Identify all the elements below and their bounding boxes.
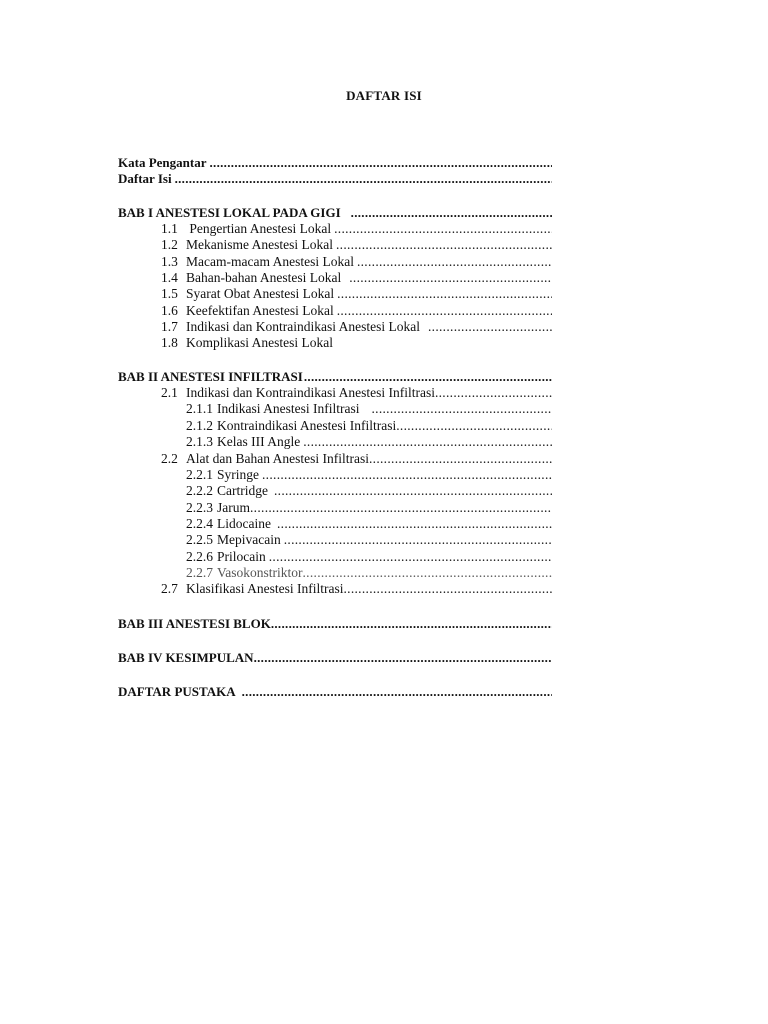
toc-entry-2-1-3[interactable] bbox=[118, 434, 552, 450]
toc-entry-label: Indikasi dan Kontraindikasi Anestesi Lokal bbox=[186, 319, 420, 335]
toc-entry-1-8[interactable] bbox=[118, 335, 552, 351]
toc-entry-label: Pengertian Anestesi Lokal bbox=[186, 221, 332, 237]
table-of-contents bbox=[118, 155, 552, 701]
toc-entry-label: Indikasi Anestesi Infiltrasi bbox=[217, 401, 360, 417]
dot-leader bbox=[284, 532, 552, 548]
toc-entry-number: 2.2.4 bbox=[186, 515, 213, 531]
dot-leader bbox=[242, 684, 552, 700]
dot-leader bbox=[435, 385, 552, 401]
dot-leader bbox=[250, 500, 552, 516]
toc-entry-label: Syarat Obat Anestesi Lokal bbox=[186, 286, 335, 302]
toc-entry-label: Komplikasi Anestesi Lokal bbox=[186, 335, 333, 351]
toc-entry-2-2-4[interactable] bbox=[118, 516, 552, 532]
toc-entry-2-2-1[interactable] bbox=[118, 467, 552, 483]
spacer bbox=[118, 632, 552, 650]
toc-chapter-label: BAB II ANESTESI INFILTRASI bbox=[118, 368, 303, 384]
toc-entry-label: Mekanisme Anestesi Lokal bbox=[186, 237, 333, 253]
toc-entry-number: 2.1.2 bbox=[186, 417, 213, 433]
dot-leader bbox=[304, 369, 552, 385]
toc-entry-2-1[interactable] bbox=[118, 385, 552, 401]
toc-entry-number: 2.2.5 bbox=[186, 532, 213, 548]
spacer bbox=[118, 352, 552, 369]
toc-entry-number: 2.7 bbox=[161, 581, 178, 597]
toc-entry-2-1-2[interactable] bbox=[118, 418, 552, 434]
toc-chapter-label: BAB III ANESTESI BLOK bbox=[118, 615, 271, 631]
toc-entry-number: 2.1.3 bbox=[186, 434, 213, 450]
toc-entry-2-2-7[interactable] bbox=[118, 565, 552, 581]
toc-entry-number: 1.2 bbox=[161, 237, 178, 253]
toc-entry-number: 1.8 bbox=[161, 335, 178, 351]
toc-entry-label: Kontraindikasi Anestesi Infiltrasi bbox=[217, 417, 397, 433]
toc-entry-number: 1.4 bbox=[161, 270, 178, 286]
toc-entry-label: Alat dan Bahan Anestesi Infiltrasi bbox=[186, 450, 369, 466]
toc-entry-label: Vasokonstriktor bbox=[217, 564, 303, 580]
page-title: DAFTAR ISI bbox=[346, 88, 422, 103]
dot-leader bbox=[336, 237, 552, 253]
toc-entry-2-2-3[interactable] bbox=[118, 500, 552, 516]
toc-entry-label: Syringe bbox=[217, 466, 259, 482]
spacer bbox=[118, 598, 552, 616]
dot-leader bbox=[274, 483, 552, 499]
toc-entry-number: 2.2.2 bbox=[186, 483, 213, 499]
toc-entry-label: Mepivacain bbox=[217, 532, 281, 548]
toc-entry-label: Cartridge bbox=[217, 483, 268, 499]
toc-entry-2-1-1[interactable] bbox=[118, 401, 552, 417]
toc-chapter-label: BAB IV KESIMPULAN bbox=[118, 649, 254, 665]
toc-entry-label: Lidocaine bbox=[217, 515, 271, 531]
toc-entry-label: Kata Pengantar bbox=[118, 155, 207, 170]
toc-entry-daftar-isi[interactable] bbox=[118, 171, 552, 187]
dot-leader bbox=[349, 270, 552, 286]
toc-entry-number: 1.1 bbox=[161, 221, 178, 237]
toc-entry-number: 2.2.7 bbox=[186, 564, 213, 580]
dot-leader bbox=[337, 286, 552, 302]
toc-entry-2-2-2[interactable] bbox=[118, 483, 552, 499]
toc-entry-1-3[interactable] bbox=[118, 254, 552, 270]
toc-entry-number: 2.2.6 bbox=[186, 548, 213, 564]
dot-leader bbox=[303, 565, 553, 581]
toc-entry-label: Bahan-bahan Anestesi Lokal bbox=[186, 270, 342, 286]
spacer bbox=[118, 666, 552, 684]
dot-leader bbox=[369, 451, 552, 467]
dot-leader bbox=[175, 171, 552, 187]
toc-entry-label: Jarum bbox=[217, 499, 250, 515]
dot-leader bbox=[209, 155, 552, 171]
toc-entry-number: 2.2 bbox=[161, 450, 178, 466]
toc-entry-number: 2.2.3 bbox=[186, 499, 213, 515]
dot-leader bbox=[343, 581, 552, 597]
dot-leader bbox=[277, 516, 552, 532]
toc-chapter-bab-2[interactable] bbox=[118, 369, 552, 385]
toc-entry-kata-pengantar[interactable] bbox=[118, 155, 552, 171]
toc-chapter-bab-1[interactable] bbox=[118, 205, 552, 221]
dot-leader bbox=[262, 467, 552, 483]
toc-entry-number: 2.1.1 bbox=[186, 401, 213, 417]
toc-entry-label: Macam-macam Anestesi Lokal bbox=[186, 253, 354, 269]
toc-chapter-bab-3[interactable] bbox=[118, 616, 552, 632]
dot-leader bbox=[428, 319, 552, 335]
toc-entry-label: Keefektifan Anestesi Lokal bbox=[186, 302, 334, 318]
toc-entry-1-4[interactable] bbox=[118, 270, 552, 286]
toc-entry-1-1[interactable] bbox=[118, 221, 552, 237]
dot-leader bbox=[271, 616, 552, 632]
toc-chapter-label: BAB I ANESTESI LOKAL PADA GIGI bbox=[118, 204, 341, 220]
toc-entry-2-2-5[interactable] bbox=[118, 532, 552, 548]
toc-entry-number: 1.7 bbox=[161, 319, 178, 335]
dot-leader bbox=[337, 303, 552, 319]
toc-entry-label: Kelas III Angle bbox=[217, 434, 301, 450]
toc-entry-1-5[interactable] bbox=[118, 286, 552, 302]
toc-chapter-label: DAFTAR PUSTAKA bbox=[118, 684, 236, 700]
dot-leader bbox=[396, 418, 552, 434]
toc-entry-label: Prilocain bbox=[217, 548, 266, 564]
dot-leader bbox=[334, 221, 552, 237]
toc-entry-label: Klasifikasi Anestesi Infiltrasi bbox=[186, 581, 344, 597]
toc-entry-1-6[interactable] bbox=[118, 303, 552, 319]
toc-entry-1-7[interactable] bbox=[118, 319, 552, 335]
dot-leader bbox=[303, 434, 552, 450]
dot-leader bbox=[371, 401, 552, 417]
toc-entry-label: Daftar Isi bbox=[118, 171, 172, 187]
toc-chapter-bab-4[interactable] bbox=[118, 650, 552, 666]
toc-chapter-daftar-pustaka[interactable] bbox=[118, 684, 552, 700]
toc-entry-number: 1.5 bbox=[161, 286, 178, 302]
toc-entry-label: Indikasi dan Kontraindikasi Anestesi Infiltrasi bbox=[186, 385, 435, 401]
dot-leader bbox=[357, 254, 552, 270]
dot-leader bbox=[351, 205, 552, 221]
toc-entry-2-2-6[interactable] bbox=[118, 549, 552, 565]
toc-entry-2-7[interactable] bbox=[118, 581, 552, 597]
toc-entry-2-2[interactable] bbox=[118, 451, 552, 467]
toc-entry-number: 1.6 bbox=[161, 302, 178, 318]
toc-entry-number: 2.2.1 bbox=[186, 466, 213, 482]
toc-entry-number: 1.3 bbox=[161, 253, 178, 269]
toc-entry-number: 2.1 bbox=[161, 385, 178, 401]
toc-entry-1-2[interactable] bbox=[118, 237, 552, 253]
dot-leader bbox=[254, 650, 552, 666]
dot-leader bbox=[269, 549, 552, 565]
spacer bbox=[118, 188, 552, 205]
